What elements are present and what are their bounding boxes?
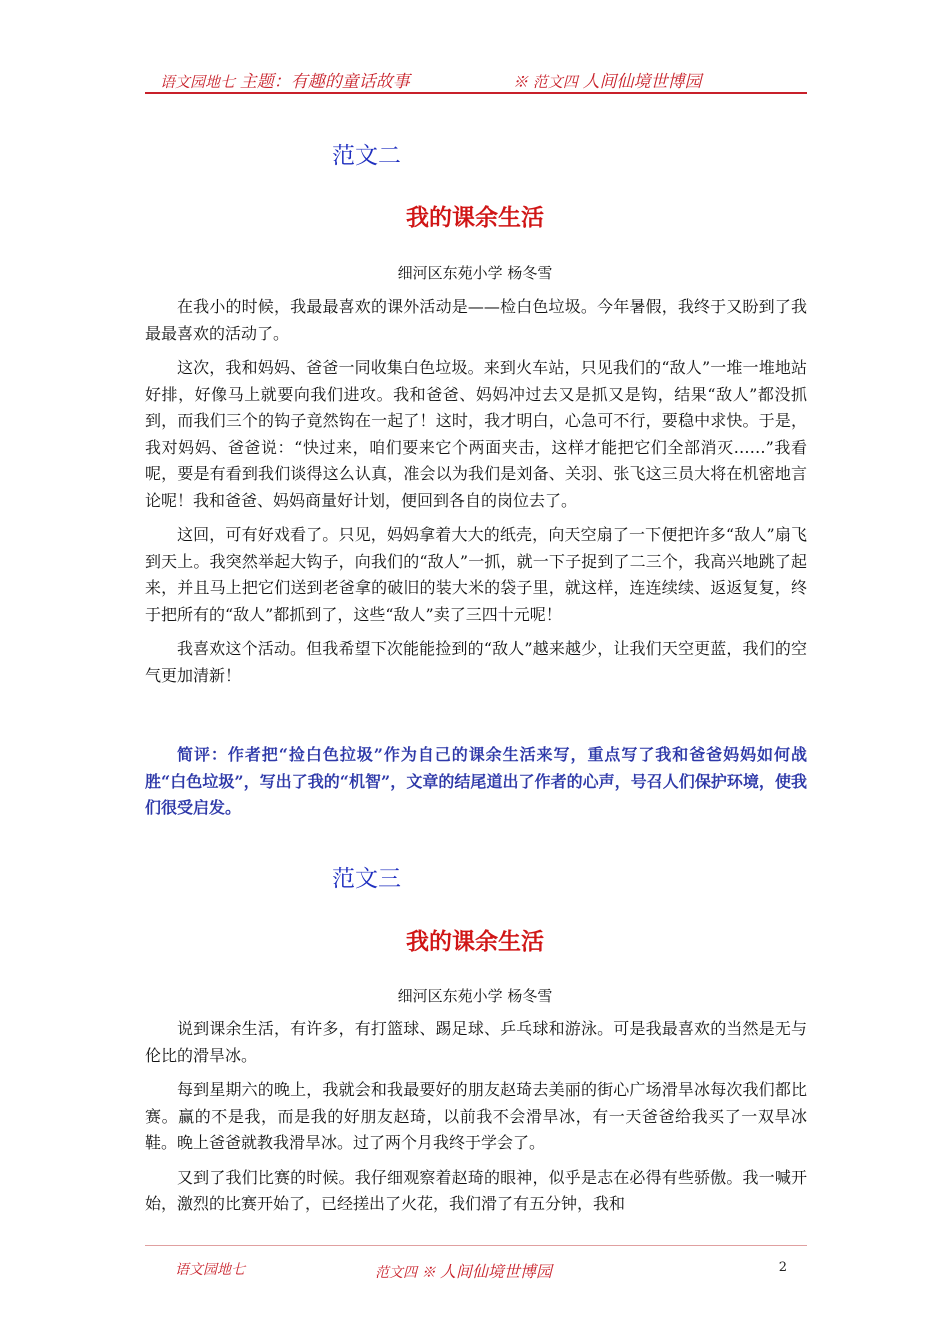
header-left — [160, 67, 410, 92]
header-right — [513, 67, 702, 92]
section2-body — [145, 294, 807, 697]
page-header — [145, 64, 807, 94]
section2-paragraph-3: 这回，可有好戏看了。只见，妈妈拿着大大的纸壳，向天空扇了一下便把许多“敌人”扇飞到天上。我突然举起大钩子，向我们的“敌人”一抓，就一下子捉到了二三个，我高兴地跳了起来，并且马上把它们送到老爸拿的破旧的装大米的袋子里，就这样，连连续续、返返复复，终于把所有的“敌人”都抓到了，这些“敌人”卖了三四十元呢！ — [145, 525, 807, 624]
footer-left: 语文园地七 — [175, 1262, 245, 1278]
page-footer — [145, 1245, 807, 1286]
section3-paragraph-3: 又到了我们比赛的时候。我仔细观察着赵琦的眼神，似乎是志在必得有些骄傲。我一喊开始，激烈的比赛开始了，已经搓出了火花，我们滑了有五分钟，我和 — [145, 1167, 807, 1213]
section2-label: 范文二 — [332, 143, 401, 169]
section3-paragraph-1: 说到课余生活，有许多，有打篮球、踢足球、乒乓球和游泳。可是我最喜欢的当然是无与伦比的滑旱冰。 — [145, 1019, 807, 1065]
header-left-prefix: 语文园地七 — [160, 73, 236, 91]
section3-title: 我的课余生活 — [406, 929, 544, 955]
section2-paragraph-2: 这次，我和妈妈、爸爸一同收集白色垃圾。来到火车站，只见我们的“敌人”一堆一堆地站好排，好像马上就要向我们进攻。我和爸爸、妈妈冲过去又是抓又是钩，结果“敌人”都没抓到，而我们三个的钩子竟然钩在一起了！这时，我才明白，心急可不行，要稳中求快。于是，我对妈妈、爸爸说：“快过来，咱们要来它个两面夹击，这样才能把它们全部消灭……”我看呢，要是有看到我们谈得这么认真，准会以为我们是刘备、关羽、张飞这三员大将在机密地言论呢！我和爸爸、妈妈商量好计划，便回到各自的岗位去了。 — [145, 358, 807, 510]
page-number: 2 — [778, 1260, 787, 1275]
section3-author: 细河区东苑小学 杨冬雪 — [397, 987, 553, 1005]
section3-body — [145, 1016, 807, 1226]
footer-middle-main: 人间仙境世博园 — [439, 1262, 552, 1281]
section3-label: 范文三 — [332, 866, 401, 892]
footer-middle-prefix: 范文四 ※ — [375, 1265, 436, 1281]
section2-author: 细河区东苑小学 杨冬雪 — [397, 264, 553, 282]
header-right-main: 人间仙境世博园 — [582, 72, 702, 92]
section2-paragraph-4: 我喜欢这个活动。但我希望下次能能捡到的“敌人”越来越少，让我们天空更蓝，我们的空气更加清新！ — [145, 639, 807, 685]
header-left-main: 主题：有趣的童话故事 — [239, 72, 410, 92]
section2-comment: 简评：作者把“捡白色拉圾”作为自己的课余生活来写，重点写了我和爸爸妈妈如何战胜“白色垃圾”，写出了我的“机智”，文章的结尾道出了作者的心声，号召人们保护环境，使我们很受启发。 — [145, 745, 807, 817]
section2-paragraph-1: 在我小的时候，我最最喜欢的课外活动是——检白色垃圾。今年暑假，我终于又盼到了我最最喜欢的活动了。 — [145, 297, 807, 343]
section3-paragraph-2: 每到星期六的晚上，我就会和我最要好的朋友赵琦去美丽的街心广场滑旱冰每次我们都比赛。赢的不是我，而是我的好朋友赵琦，以前我不会滑旱冰，有一天爸爸给我买了一双旱冰鞋。晚上爸爸就教我滑旱冰。过了两个月我终于学会了。 — [145, 1080, 807, 1152]
footer-middle — [375, 1259, 552, 1282]
header-right-prefix: ※ 范文四 — [513, 73, 578, 91]
section2-title: 我的课余生活 — [406, 205, 544, 231]
